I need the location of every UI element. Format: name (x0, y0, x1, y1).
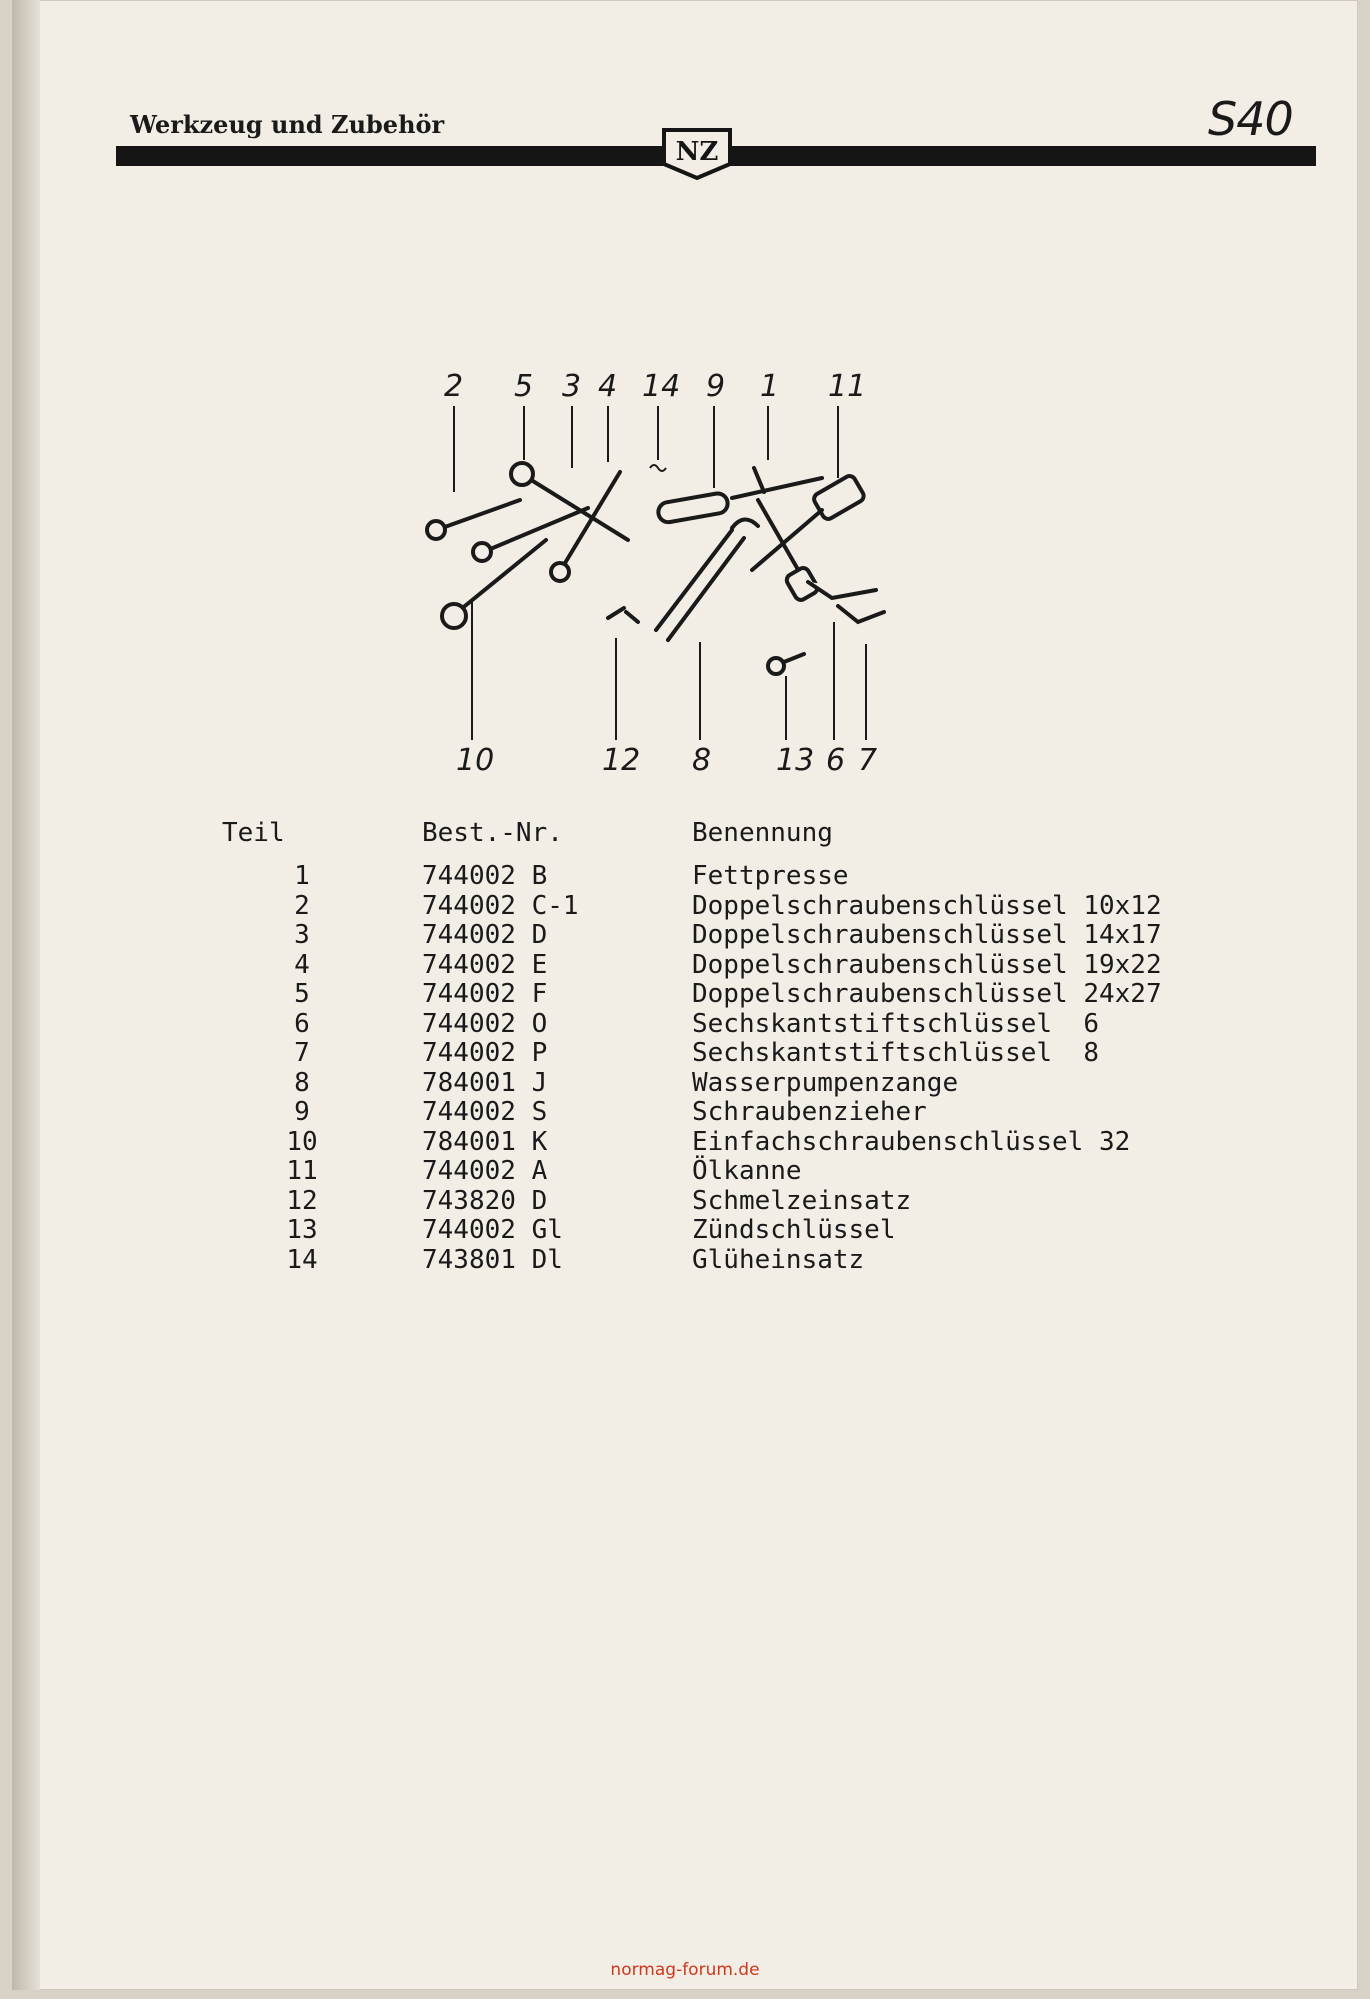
oil-can-spout-icon (752, 510, 822, 570)
cell-best-nr: 784001 J (422, 1067, 548, 1098)
table-row (222, 892, 1162, 922)
page-code: S40 (1208, 92, 1293, 146)
cell-benennung: Doppelschraubenschlüssel 10x12 (692, 890, 1162, 921)
column-header-benennung: Benennung (692, 818, 833, 848)
cell-benennung: Wasserpumpenzange (692, 1067, 959, 1098)
cell-benennung: Sechskantstiftschlüssel 6 (692, 1008, 1099, 1039)
wrench-24x27-head-icon (511, 463, 533, 485)
hex-key-8-icon (838, 606, 884, 622)
table-row (222, 862, 1162, 892)
callout-label-12: 12 (602, 743, 641, 778)
callout-label-3: 3 (562, 369, 582, 404)
cell-best-nr: 744002 C-1 (422, 890, 579, 921)
document-page (12, 0, 1358, 1990)
cell-benennung: Sechskantstiftschlüssel 8 (692, 1038, 1099, 1068)
wrench-10x12-icon (442, 500, 520, 528)
table-row (222, 1128, 1162, 1158)
callout-label-2: 2 (444, 369, 464, 404)
hex-key-6-icon (808, 582, 876, 598)
cell-teil: 4 (294, 949, 310, 980)
fuse-insert-b-icon (626, 612, 638, 622)
cell-teil: 3 (294, 920, 310, 950)
wrench-19x22-icon (562, 472, 620, 568)
table-row (222, 980, 1162, 1010)
page-title: Werkzeug und Zubehör (130, 110, 445, 139)
callout-label-8: 8 (692, 743, 712, 778)
cell-teil: 9 (294, 1097, 310, 1127)
wrench-19x22-head-icon (551, 563, 569, 581)
grease-gun-nozzle-icon (754, 468, 764, 492)
callout-label-4: 4 (598, 369, 618, 404)
table-row (222, 1187, 1162, 1217)
cell-best-nr: 743820 D (422, 1185, 548, 1216)
cell-teil: 14 (286, 1244, 318, 1275)
cell-best-nr: 744002 E (422, 949, 548, 980)
callout-label-7: 7 (858, 743, 878, 778)
callout-label-6: 6 (826, 743, 846, 778)
cell-best-nr: 744002 O (422, 1008, 548, 1039)
nz-logo (660, 128, 734, 180)
callout-label-14: 14 (642, 369, 681, 404)
cell-benennung: Fettpresse (692, 861, 849, 891)
table-row (222, 1216, 1162, 1246)
tool-illustration (392, 360, 992, 790)
cell-best-nr: 743801 Dl (422, 1244, 563, 1275)
cell-teil: 1 (294, 861, 310, 891)
column-header-best-nr: Best.-Nr. (422, 818, 563, 848)
callout-label-5: 5 (514, 369, 534, 404)
cell-best-nr: 744002 Gl (422, 1215, 563, 1245)
callout-label-9: 9 (706, 369, 726, 404)
cell-benennung: Einfachschraubenschlüssel 32 (692, 1126, 1131, 1157)
wrench-14x17-head-icon (473, 543, 491, 561)
pliers-handle-b-icon (668, 538, 744, 640)
cell-teil: 13 (286, 1215, 318, 1245)
callout-label-10: 10 (456, 743, 495, 778)
ignition-key-shaft-icon (784, 654, 804, 662)
grease-gun-icon (758, 500, 804, 580)
cell-best-nr: 744002 P (422, 1038, 548, 1068)
cell-benennung: Doppelschraubenschlüssel 24x27 (692, 979, 1162, 1009)
pliers-jaw-icon (732, 519, 758, 528)
single-wrench-32-head-icon (442, 604, 466, 628)
cell-teil: 6 (294, 1008, 310, 1039)
watermark-link[interactable]: normag-forum.de (610, 1960, 760, 1980)
cell-best-nr: 744002 B (422, 861, 548, 891)
cell-teil: 7 (294, 1038, 310, 1068)
cell-teil: 12 (286, 1185, 318, 1216)
screwdriver-blade-icon (732, 478, 822, 498)
table-row (222, 1157, 1162, 1187)
parts-table (222, 818, 1162, 1275)
glow-plug-insert-icon (650, 465, 666, 471)
table-row (222, 1246, 1162, 1276)
cell-best-nr: 744002 F (422, 979, 548, 1009)
cell-best-nr: 744002 A (422, 1156, 548, 1186)
ignition-key-icon (768, 658, 784, 674)
cell-benennung: Glüheinsatz (692, 1244, 865, 1275)
cell-teil: 11 (286, 1156, 318, 1186)
screwdriver-handle-icon (657, 492, 729, 524)
callout-label-1: 1 (760, 369, 780, 404)
cell-benennung: Schraubenzieher (692, 1097, 927, 1127)
logo-text: NZ (675, 137, 719, 167)
callout-label-13: 13 (776, 743, 815, 778)
cell-benennung: Ölkanne (692, 1156, 802, 1186)
table-row (222, 951, 1162, 981)
callout-label-11: 11 (828, 369, 867, 404)
table-row (222, 1010, 1162, 1040)
cell-teil: 5 (294, 979, 310, 1009)
cell-benennung: Zündschlüssel (692, 1215, 896, 1245)
cell-teil: 8 (294, 1067, 310, 1098)
table-row (222, 1069, 1162, 1099)
cell-teil: 10 (286, 1126, 318, 1157)
column-header-teil: Teil (222, 818, 285, 848)
page-spine-shadow (12, 0, 40, 1990)
cell-best-nr: 744002 D (422, 920, 548, 950)
cell-teil: 2 (294, 890, 310, 921)
table-row (222, 1039, 1162, 1069)
table-row (222, 1098, 1162, 1128)
cell-best-nr: 744002 S (422, 1097, 548, 1127)
wrench-14x17-icon (488, 508, 588, 550)
wrench-10x12-head-icon (427, 521, 445, 539)
table-row (222, 921, 1162, 951)
cell-benennung: Doppelschraubenschlüssel 14x17 (692, 920, 1162, 950)
pliers-handle-a-icon (656, 530, 732, 630)
cell-benennung: Doppelschraubenschlüssel 19x22 (692, 949, 1162, 980)
table-header-row (222, 818, 1162, 862)
cell-best-nr: 784001 K (422, 1126, 548, 1157)
fuse-insert-icon (608, 608, 624, 618)
cell-benennung: Schmelzeinsatz (692, 1185, 912, 1216)
